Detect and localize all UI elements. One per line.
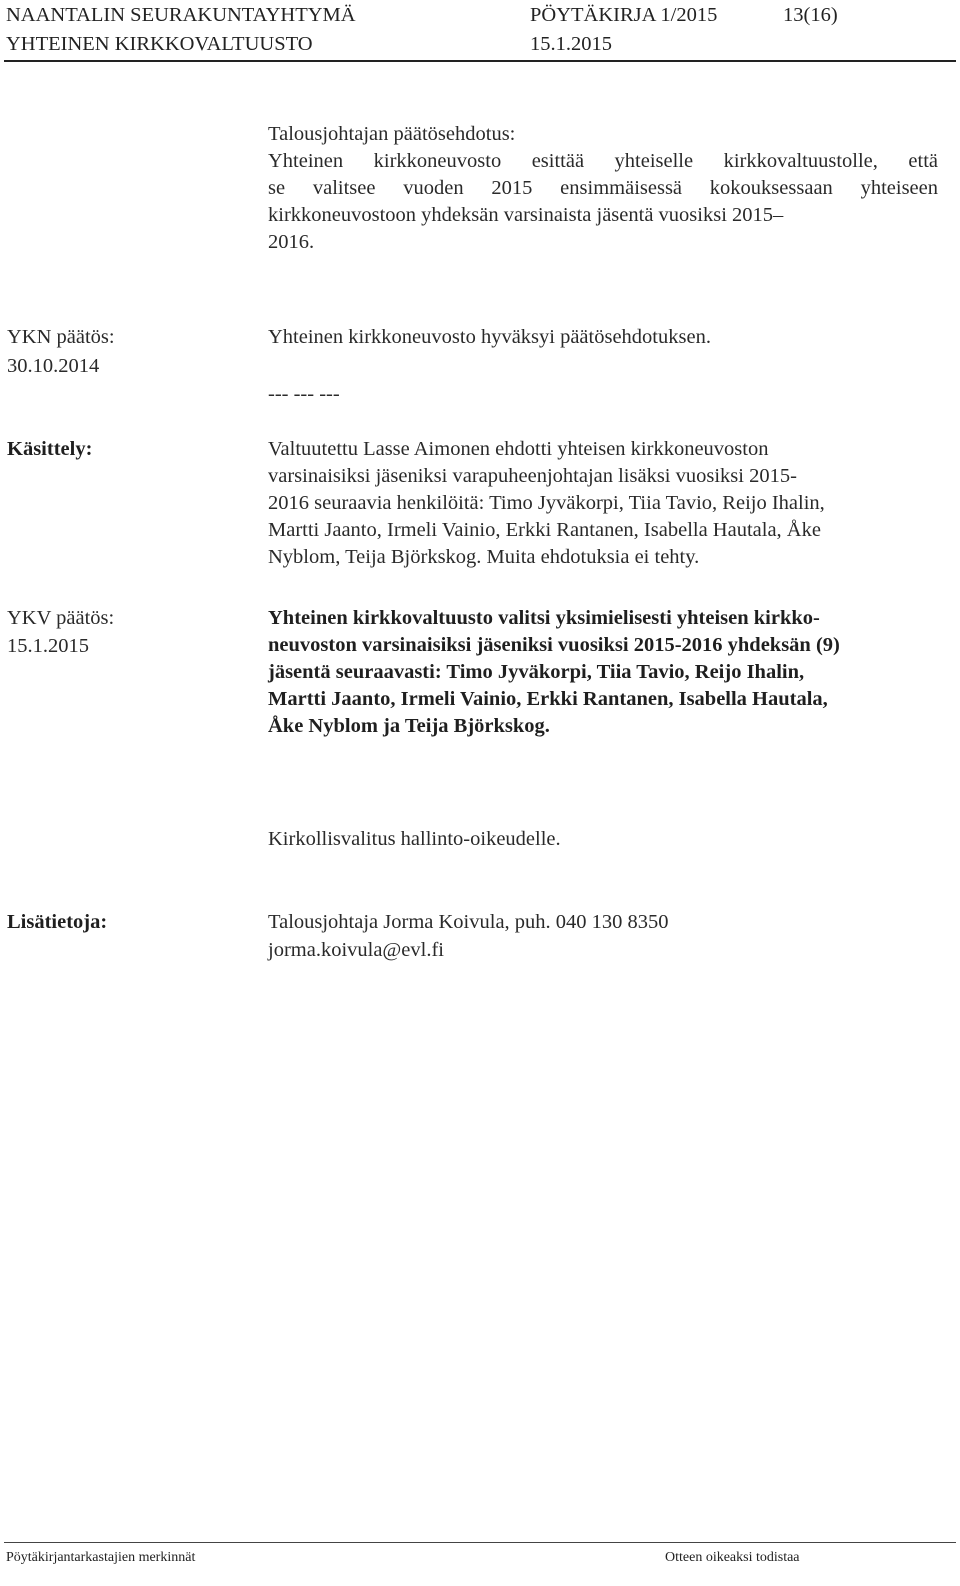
contact-email[interactable]: jorma.koivula@evl.fi (268, 939, 445, 961)
page-number: 13(16) (783, 4, 838, 26)
kasittely-line: Nyblom, Teija Björkskog. Muita ehdotuksia ei tehty. (268, 546, 700, 568)
footer-certification: Otteen oikeaksi todistaa (665, 1550, 800, 1565)
ykv-line: neuvoston varsinaisiksi jäseniksi vuosiksi 2015-2016 yhdeksän (9) (268, 634, 840, 656)
footer-divider (4, 1542, 956, 1543)
proposal-line: se valitsee vuoden 2015 ensimmäisessä kokouksessaan yhteiseen (268, 177, 938, 199)
info-label: Lisätietoja: (7, 911, 108, 933)
document-title: PÖYTÄKIRJA 1/2015 (530, 4, 718, 26)
proposal-heading: Talousjohtajan päätösehdotus: (268, 123, 516, 145)
proposal-line: 2016. (268, 231, 315, 253)
governing-body: YHTEINEN KIRKKOVALTUUSTO (6, 33, 313, 55)
kasittely-label: Käsittely: (7, 438, 93, 460)
ykn-decision: Yhteinen kirkkoneuvosto hyväksyi päätösehdotuksen. (268, 326, 711, 348)
proposal-section (268, 121, 938, 256)
kasittely-line: Martti Jaanto, Irmeli Vainio, Erkki Rantanen, Isabella Hautala, Åke (268, 519, 821, 541)
contact-person: Talousjohtaja Jorma Koivula, puh. 040 130 8350 (268, 911, 669, 933)
meeting-date: 15.1.2015 (530, 33, 612, 55)
ykv-decision (268, 605, 938, 740)
ykn-label: YKN päätös: (7, 326, 115, 348)
ykv-line: Åke Nyblom ja Teija Björkskog. (268, 715, 550, 737)
ykv-line: jäsentä seuraavasti: Timo Jyväkorpi, Tiia Tavio, Reijo Ihalin, (268, 661, 805, 683)
proposal-line: kirkkoneuvostoon yhdeksän varsinaista jäsentä vuosiksi 2015– (268, 204, 784, 226)
ykv-date: 15.1.2015 (7, 635, 89, 657)
ykn-date: 30.10.2014 (7, 355, 100, 377)
kasittely-line: 2016 seuraavia henkilöitä: Timo Jyväkorpi, Tiia Tavio, Reijo Ihalin, (268, 492, 825, 514)
ykv-line: Martti Jaanto, Irmeli Vainio, Erkki Rantanen, Isabella Hautala, (268, 688, 828, 710)
section-separator: --- --- --- (268, 383, 340, 405)
kasittely-section (268, 436, 938, 571)
appeal-instruction: Kirkollisvalitus hallinto-oikeudelle. (268, 828, 561, 850)
kasittely-line: Valtuutettu Lasse Aimonen ehdotti yhteisen kirkkoneuvoston (268, 438, 769, 460)
organization-name: NAANTALIN SEURAKUNTAYHTYMÄ (6, 4, 356, 26)
kasittely-line: varsinaisiksi jäseniksi varapuheenjohtajan lisäksi vuosiksi 2015- (268, 465, 797, 487)
proposal-line: Yhteinen kirkkoneuvosto esittää yhteiselle kirkkovaltuustolle, että (268, 150, 938, 172)
ykv-label: YKV päätös: (7, 607, 115, 629)
ykv-line: Yhteinen kirkkovaltuusto valitsi yksimielisesti yhteisen kirkko- (268, 607, 820, 629)
footer-reviewers-note: Pöytäkirjantarkastajien merkinnät (6, 1550, 196, 1565)
header-divider (4, 60, 956, 62)
